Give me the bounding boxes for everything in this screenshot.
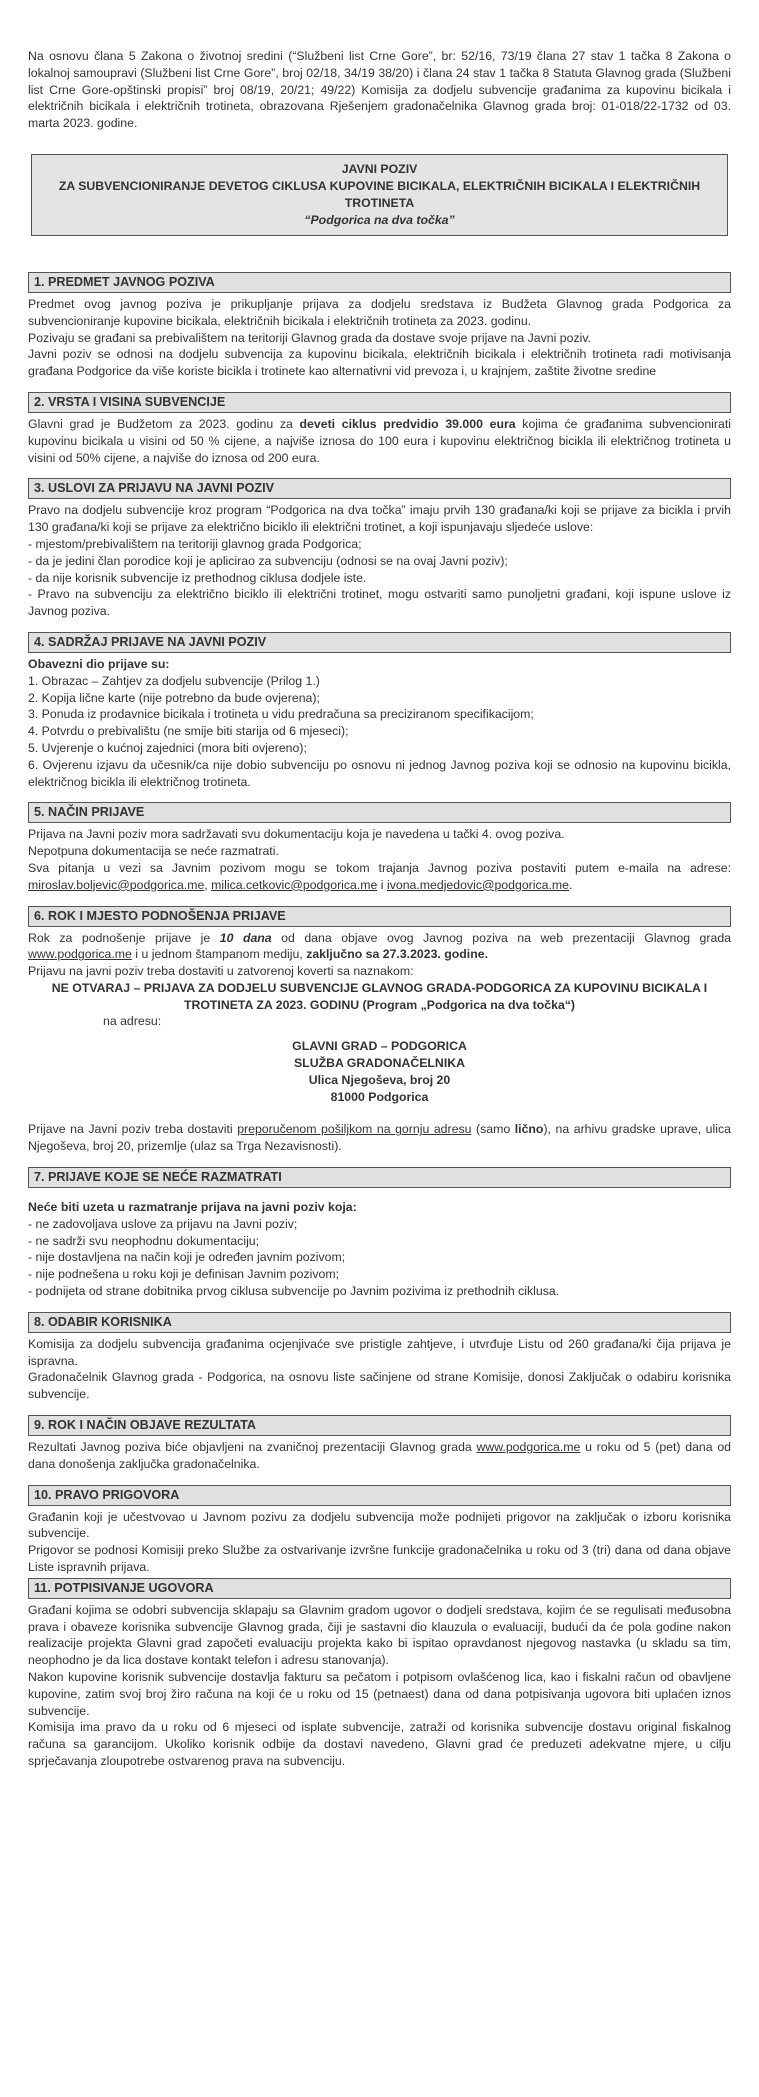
paragraph: [28, 1121, 731, 1155]
paragraph: [28, 930, 731, 964]
address-line: 81000 Podgorica: [330, 1089, 429, 1104]
address-line: SLUŽBA GRADONAČELNIKA: [293, 1056, 465, 1071]
title-box: [31, 154, 728, 236]
section-heading: 7. PRIJAVE KOJE SE NEĆE RAZMATRATI: [28, 1167, 731, 1188]
section-heading: 5. NAČIN PRIJAVE: [28, 802, 731, 823]
text: i u jednom štampanom mediju,: [131, 947, 307, 962]
list-item: 4. Potvrdu o prebivalištu (ne smije biti starija od 6 mjeseci);: [28, 724, 349, 739]
section-heading: 1. PREDMET JAVNOG POZIVA: [28, 272, 731, 293]
email-link-3[interactable]: ivona.medjedovic@podgorica.me: [386, 877, 569, 892]
paragraph: [28, 860, 731, 894]
website-link[interactable]: www.podgorica.me: [28, 947, 132, 962]
text: Rezultati Javnog poziva biće objavljeni na zvaničnoj prezentaciji Glavnog grada: [28, 1440, 477, 1455]
paragraph: Građanin koji je učestvovao u Javnom pozivu za dodjelu subvencija može podnijeti prigovor na zaključak o izboru korisnika subvencije.: [28, 1509, 731, 1541]
text: od dana objave ovog Javnog poziva na web prezentaciji Glavnog grada: [271, 930, 732, 945]
section-2: [28, 392, 731, 466]
section-heading: 3. USLOVI ZA PRIJAVU NA JAVNI POZIV: [28, 478, 731, 499]
section-11: [28, 1578, 731, 1770]
section-8: [28, 1312, 731, 1403]
title-line-2: ZA SUBVENCIONIRANJE DEVETOG CIKLUSA KUPOVINE BICIKALA, ELEKTRIČNIH BICIKALA I ELEKTRIČNIH TROTINETA: [58, 178, 701, 210]
section-heading: 10. PRAVO PRIGOVORA: [28, 1485, 731, 1506]
address-label: na adresu:: [103, 1014, 162, 1029]
deadline-days: 10 dana: [219, 930, 272, 945]
separator: ,: [204, 877, 212, 892]
paragraph: Predmet ovog javnog poziva je prikupljanje prijava za dodjelu sredstava iz Budžeta Glavnog grada Podgorica za subvencioniranje kupovine bicikala, električnih bicikala i električnih trotineta za 2023. godinu.: [28, 296, 731, 328]
section-heading: 9. ROK I NAČIN OBJAVE REZULTATA: [28, 1415, 731, 1436]
paragraph: Građani kojima se odobri subvencija sklapaju sa Glavnim gradom ugovor o dodjeli sredstava, kojim će se regulisati međusobna prava i obaveze korisnika subvencije Glavnog grada, čiji je sastavni dio klauzula o evaluaciji, budući da će pola godine nakon realizacije projekta Glavni grad započeti evaluaciju projekta kako bi ispitao opravdanost njegovog nastavka (u skladu sa tim, neophodno je da lica dostave kontakt telefon i adresu stanovanja).: [28, 1602, 731, 1668]
section-6: [28, 906, 731, 1156]
emphasis: lično: [514, 1122, 544, 1137]
section-heading: 2. VRSTA I VISINA SUBVENCIJE: [28, 392, 731, 413]
emphasis: deveti ciklus predvidio 39.000 eura: [299, 416, 516, 431]
paragraph: Prigovor se podnosi Komisiji preko Službe za ostvarivanje izvršne funkcije gradonačelnika u roku od 3 (tri) dana od dana objave Liste ispravnih prijava.: [28, 1543, 731, 1575]
title-subtitle: “Podgorica na dva točka”: [304, 212, 455, 227]
list-item: - nije dostavljena na način koji je određen javnim pozivom;: [28, 1250, 346, 1265]
text: ), na arhivu gradske uprave, ulica Njegoševa, broj 20, prizemlje (ulaz sa Trga Nezavisnosti).: [28, 1122, 731, 1154]
subheading: Obavezni dio prijave su:: [28, 656, 170, 671]
list-item: - podnijeta od strane dobitnika prvog ciklusa subvencije po Javnim pozivima iz prethodnih ciklusa.: [28, 1284, 560, 1299]
list-item: - nije podnešena u roku koji je definisan Javnim pozivom;: [28, 1267, 340, 1282]
list-item: - mjestom/prebivalištem na teritoriji glavnog grada Podgorica;: [28, 536, 362, 551]
paragraph: [28, 416, 731, 466]
list-item: 5. Uvjerenje o kućnoj zajednici (mora biti ovjereno);: [28, 740, 307, 755]
section-heading: 6. ROK I MJESTO PODNOŠENJA PRIJAVE: [28, 906, 731, 927]
section-heading: 4. SADRŽAJ PRIJAVE NA JAVNI POZIV: [28, 632, 731, 653]
section-1: [28, 272, 731, 380]
section-9: [28, 1415, 731, 1473]
list-item: - Pravo na subvenciju za električno biciklo ili električni trotinet, mogu ostvariti samo punoljetni građani, koji ispune uslove iz Javnog poziva.: [28, 587, 731, 619]
text: Rok za podnošenje prijave je: [28, 930, 220, 945]
list-item: - ne sadrži svu neophodnu dokumentaciju;: [28, 1233, 260, 1248]
title-line-1: JAVNI POZIV: [341, 161, 418, 176]
list-item: 2. Kopija lične karte (nije potrebno da bude ovjerena);: [28, 690, 320, 705]
paragraph: Pravo na dodjelu subvencije kroz program “Podgorica na dva točka” imaju prvih 130 građana/ki koji se prijave za bicikla i prvih 130 građana/ki koji se prijave za električno biciklo ili električni trotinet, a koji ispunjavaju sljedeće uslove:: [28, 503, 731, 535]
address-line: Ulica Njegoševa, broj 20: [308, 1072, 451, 1087]
paragraph: Javni poziv se odnosi na dodjelu subvencija za kupovinu bicikala, električnih bicikala i električnih trotineta radi motivisanja građana Podgorice da više koriste bicikla i trotinete kao alternativni vid prevoza i, u krajnjem, zaštite životne sredine: [28, 347, 731, 379]
text: Glavni grad je Budžetom za 2023. godinu za: [28, 416, 300, 431]
underlined-text: preporučenom pošiljkom na gornju adresu: [237, 1122, 472, 1137]
list-item: 6. Ovjerenu izjavu da učesnik/ca nije dobio subvenciju po osnovu ni jednog Javnog poziva koji se odnosio na kupovinu bicikla, električnog bicikla ili električnog trotineta.: [28, 757, 731, 789]
paragraph: Komisija ima pravo da u roku od 6 mjeseci od isplate subvencije, zatraži od korisnika subvencije dostavu original fiskalnog računa sa garancijom. Ukoliko korisnik odbije da dostavi navedeno, Glavni grad će preduzeti adekvatne mjere, u cilju sprječavanja zloupotrebe ostvarenog prava na subvenciju.: [28, 1720, 731, 1768]
address-line: GLAVNI GRAD – PODGORICA: [292, 1039, 467, 1054]
list-item: - da je jedini član porodice koji je aplicirao za subvenciju (odnosi se na ovaj Javni poziv);: [28, 553, 508, 568]
text: Prijave na Javni poziv treba dostaviti: [28, 1122, 238, 1137]
email-link-1[interactable]: miroslav.boljevic@podgorica.me: [28, 877, 205, 892]
email-link-2[interactable]: milica.cetkovic@podgorica.me: [211, 877, 378, 892]
website-link[interactable]: www.podgorica.me: [476, 1440, 581, 1455]
section-5: [28, 802, 731, 893]
envelope-marking: NE OTVARAJ – PRIJAVA ZA DODJELU SUBVENCIJE GLAVNOG GRADA-PODGORICA ZA KUPOVINU BICIKALA I TROTINETA ZA 2023. GODINU (Program „Podgorica na dva točka“): [51, 980, 708, 1012]
section-heading: 8. ODABIR KORISNIKA: [28, 1312, 731, 1333]
paragraph: Nakon kupovine korisnik subvencije dostavlja fakturu sa pečatom i potpisom ovlašćenog lica, kao i fiskalni račun od obavljene kupovine, zatim svoj broj žiro računa na koji će u roku od 15 (petnaest) dana od dana potpisivanja ugovora biti uplaćen iznos subvencije.: [28, 1670, 731, 1718]
list-item: 3. Ponuda iz prodavnice bicikala i trotineta u vidu predračuna sa preciziranom specifikacijom;: [28, 707, 534, 722]
paragraph: Pozivaju se građani sa prebivalištem na teritoriji Glavnog grada da dostave svoje prijave na Javni poziv.: [28, 330, 591, 345]
paragraph: [28, 1439, 731, 1473]
separator: i: [377, 877, 387, 892]
text: .: [568, 877, 573, 892]
list-item: - da nije korisnik subvencije iz prethodnog ciklusa dodjele iste.: [28, 570, 367, 585]
text: (samo: [471, 1122, 515, 1137]
intro-paragraph: Na osnovu člana 5 Zakona o životnoj sredini (“Službeni list Crne Gore”, br: 52/16, 73/19 člana 27 stav 1 tačka 8 Zakona o lokalnoj samoupravi (Službeni list Crne Gore”, broj 02/18, 34/19 38/20) i člana 24 stav 1 tačka 8 Statuta Glavnog grada (Službeni list Crne Gore-opštinski propisi” broj 08/19, 20/21; 49/22) Komisija za dodjelu subvencije građanima za kupovinu bicikala i električnih bicikala i električnih trotineta, obrazovana Rješenjem gradonačelnika Glavnog grada broj: 01-018/22-1732 od 03. marta 2023. godine.: [28, 49, 731, 131]
section-3: [28, 478, 731, 620]
section-10: [28, 1485, 731, 1576]
text: Sva pitanja u vezi sa Javnim pozivom mogu se tokom trajanja Javnog poziva postaviti putem e-maila na adrese:: [28, 860, 731, 875]
paragraph: Gradonačelnik Glavnog grada - Podgorica, na osnovu liste sačinjene od strane Komisije, donosi Zaključak o odabiru korisnika subvencije.: [28, 1370, 731, 1402]
list-item: 1. Obrazac – Zahtjev za dodjelu subvencije (Prilog 1.): [28, 673, 320, 688]
paragraph: Komisija za dodjelu subvencija građanima ocjenjivaće sve pristigle zahtjeve, i utvrđuje Listu od 260 građana/ki čija prijava je ispravna.: [28, 1336, 731, 1368]
text: kojima će građanima subvencionirati kupovinu bicikala u visini od 50 % cijene, a najviše iznosa do 100 eura i kupovinu električnog bicikla ili električnog trotineta u visini od 50% cijene, a najviše do iznosa od 200 eura.: [28, 416, 731, 465]
text: u roku od 5 (pet) dana od dana donošenja zaključka gradonačelnika.: [28, 1440, 731, 1471]
subheading: Neće biti uzeta u razmatranje prijava na javni poziv koja:: [28, 1200, 357, 1215]
paragraph: Nepotpuna dokumentacija se neće razmatrati.: [28, 844, 279, 859]
deadline-date: zaključno sa 27.3.2023. godine.: [306, 947, 488, 962]
paragraph: Prijava na Javni poziv mora sadržavati svu dokumentaciju koja je navedena u tački 4. ovog poziva.: [28, 827, 565, 842]
paragraph: Prijavu na javni poziv treba dostaviti u zatvorenoj koverti sa naznakom:: [28, 964, 414, 979]
section-7: [28, 1167, 731, 1300]
section-4: [28, 632, 731, 790]
list-item: - ne zadovoljava uslove za prijavu na Javni poziv;: [28, 1216, 298, 1231]
section-heading: 11. POTPISIVANJE UGOVORA: [28, 1578, 731, 1599]
